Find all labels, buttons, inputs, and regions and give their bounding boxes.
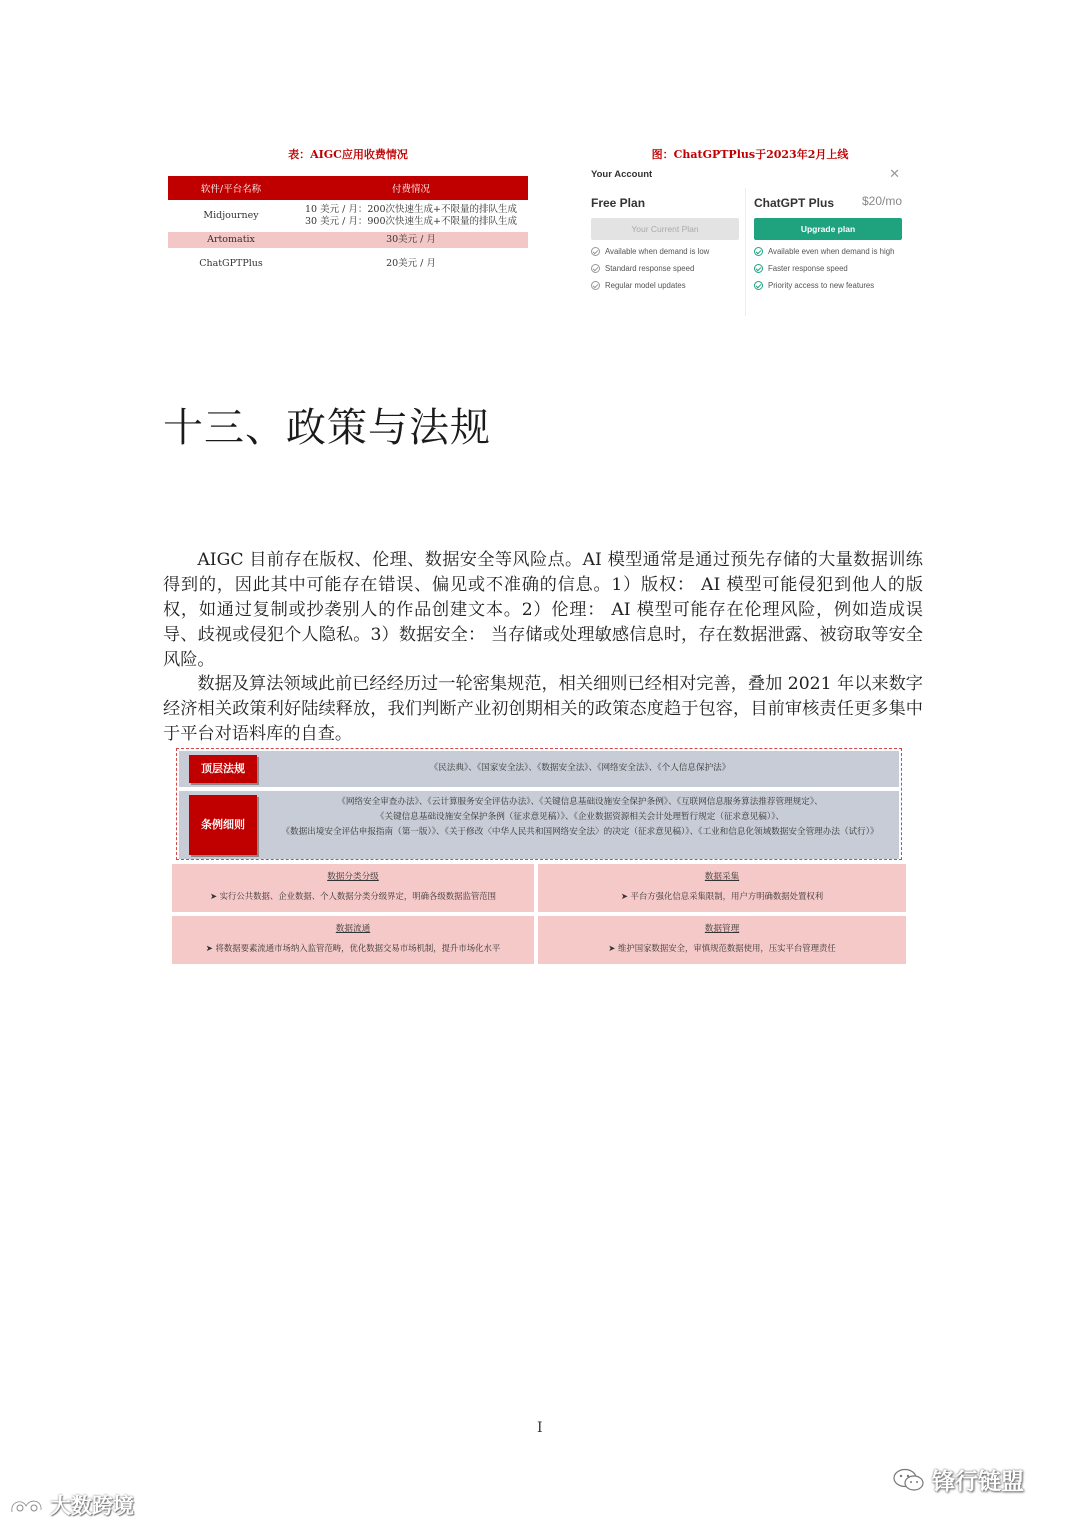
check-icon <box>754 247 763 256</box>
table-header: 付费情况 <box>294 176 528 200</box>
table-cell: ChatGPTPlus <box>199 258 263 269</box>
check-icon <box>591 281 600 290</box>
cell-body: ➤ 将数据要素流通市场纳入监管范畴，优化数据交易市场机制，提升市场化水平 <box>205 943 501 953</box>
policy-cell <box>172 864 534 912</box>
regulation-box <box>176 748 902 860</box>
plan-name: ChatGPT Plus <box>754 196 835 210</box>
check-icon <box>591 247 600 256</box>
feature-item: Standard response speed <box>591 264 739 274</box>
plus-plan-card <box>754 194 902 291</box>
check-icon <box>591 264 600 273</box>
fee-line: 10 美元 / 月：200次快速生成+不限量的排队生成 <box>305 204 517 215</box>
feature-item: Priority access to new features <box>754 281 902 291</box>
table-header-row <box>168 176 528 200</box>
account-header: Your Account <box>591 169 653 180</box>
feature-item: Available even when demand is high <box>754 247 902 257</box>
cell-title: 数据分类分级 <box>327 872 379 882</box>
policy-cell <box>538 864 906 912</box>
feature-item: Regular model updates <box>591 281 739 291</box>
table-cell: 20美元 / 月 <box>386 258 436 269</box>
fee-line: 30 美元 / 月：900次快速生成+不限量的排队生成 <box>305 216 517 227</box>
row-label: 条例细则 <box>189 795 257 855</box>
cell-body: ➤ 实行公共数据、企业数据、个人数据分类分级界定，明确各级数据监管范围 <box>209 891 497 901</box>
policy-diagram <box>172 744 906 966</box>
feature-item: Faster response speed <box>754 264 902 274</box>
wechat-icon <box>892 1468 926 1492</box>
figure-caption: 图：ChatGPTPlus于2023年2月上线 <box>651 148 849 161</box>
free-plan-card <box>591 194 739 291</box>
policy-cell <box>538 916 906 964</box>
check-icon <box>754 281 763 290</box>
body-paragraph: AIGC 目前存在版权、伦理、数据安全等风险点。AI 模型通常是通过预先存储的大量数据训练得到的，因此其中可能存在错误、偏见或不准确的信息。1）版权： AI 模型可能侵犯到他人的版权，如通过复制或抄袭别人的作品创建文本。2）伦理： AI 模型可能存在伦理风险，例如造成误导、歧视或侵犯个人隐私。3）数据安全： 当存储或处理敏感信息时，存在数据泄露、被窃取等安全风险。 <box>163 550 923 670</box>
watermark-right: 锋行链盟 <box>892 1463 1024 1496</box>
plan-name: Free Plan <box>591 196 646 210</box>
upgrade-plan-button[interactable]: Upgrade plan <box>754 218 902 240</box>
table-cell <box>294 200 528 232</box>
account-panel <box>590 166 910 316</box>
close-icon[interactable]: ✕ <box>889 166 900 181</box>
row-text: 《民法典》、《国家安全法》、《数据安全法》、《网络安全法》、《个人信息保护法》 <box>429 763 731 773</box>
section-heading: 十三、政策与法规 <box>163 405 491 451</box>
logo-icon <box>8 1496 46 1518</box>
row-text: 《网络安全审查办法》、《云计算服务安全评估办法》、《关键信息基础设施安全保护条例》、《互联网信息服务算法推荐管理规定》、 《关键信息基础设施安全保护条例（征求意见稿）》、《企业数据资源相关会计处理暂行规定（征求意见稿）》、 《数据出境安全评估申报指南（第一版）》、《关于修改〈中华人民共和国网络安全法〉的决定（征求意见稿）》、《工业和信息化领域数据安全管理办法（试行）》 <box>281 797 879 837</box>
table-header: 软件/平台名称 <box>168 176 294 200</box>
cell-title: 数据流通 <box>335 924 371 934</box>
table-cell: 30美元 / 月 <box>294 232 528 248</box>
fee-table <box>168 176 528 280</box>
plan-price: $20/mo <box>861 194 902 208</box>
table-row <box>168 248 528 280</box>
page-number: I <box>537 1420 543 1436</box>
cell-title: 数据采集 <box>704 872 740 882</box>
table-row <box>168 200 528 232</box>
plan-divider <box>745 188 746 316</box>
current-plan-button[interactable]: Your Current Plan <box>591 218 739 240</box>
row-label: 顶层法规 <box>189 755 257 783</box>
table-cell: Midjourney <box>203 210 259 221</box>
watermark-left: 大数跨境 <box>8 1490 134 1520</box>
check-icon <box>754 264 763 273</box>
feature-item: Available when demand is low <box>591 247 739 257</box>
body-paragraph: 数据及算法领域此前已经经历过一轮密集规范，相关细则已经相对完善，叠加 2021 年以来数字经济相关政策利好陆续释放，我们判断产业初创期相关的政策态度趋于包容，目前审核责任更多集中于平台对语料库的自查。 <box>163 674 923 744</box>
table-caption: 表：AIGC应用收费情况 <box>288 148 408 161</box>
detail-rules-row <box>179 791 899 859</box>
cell-body: ➤ 维护国家数据安全，审慎规范数据使用，压实平台管理责任 <box>608 943 836 953</box>
table-row <box>168 232 528 248</box>
table-cell: Artomatix <box>168 232 294 248</box>
cell-body: ➤ 平台方强化信息采集限制，用户方明确数据处置权利 <box>620 891 824 901</box>
top-law-row <box>179 751 899 787</box>
cell-title: 数据管理 <box>704 924 740 934</box>
policy-cell <box>172 916 534 964</box>
